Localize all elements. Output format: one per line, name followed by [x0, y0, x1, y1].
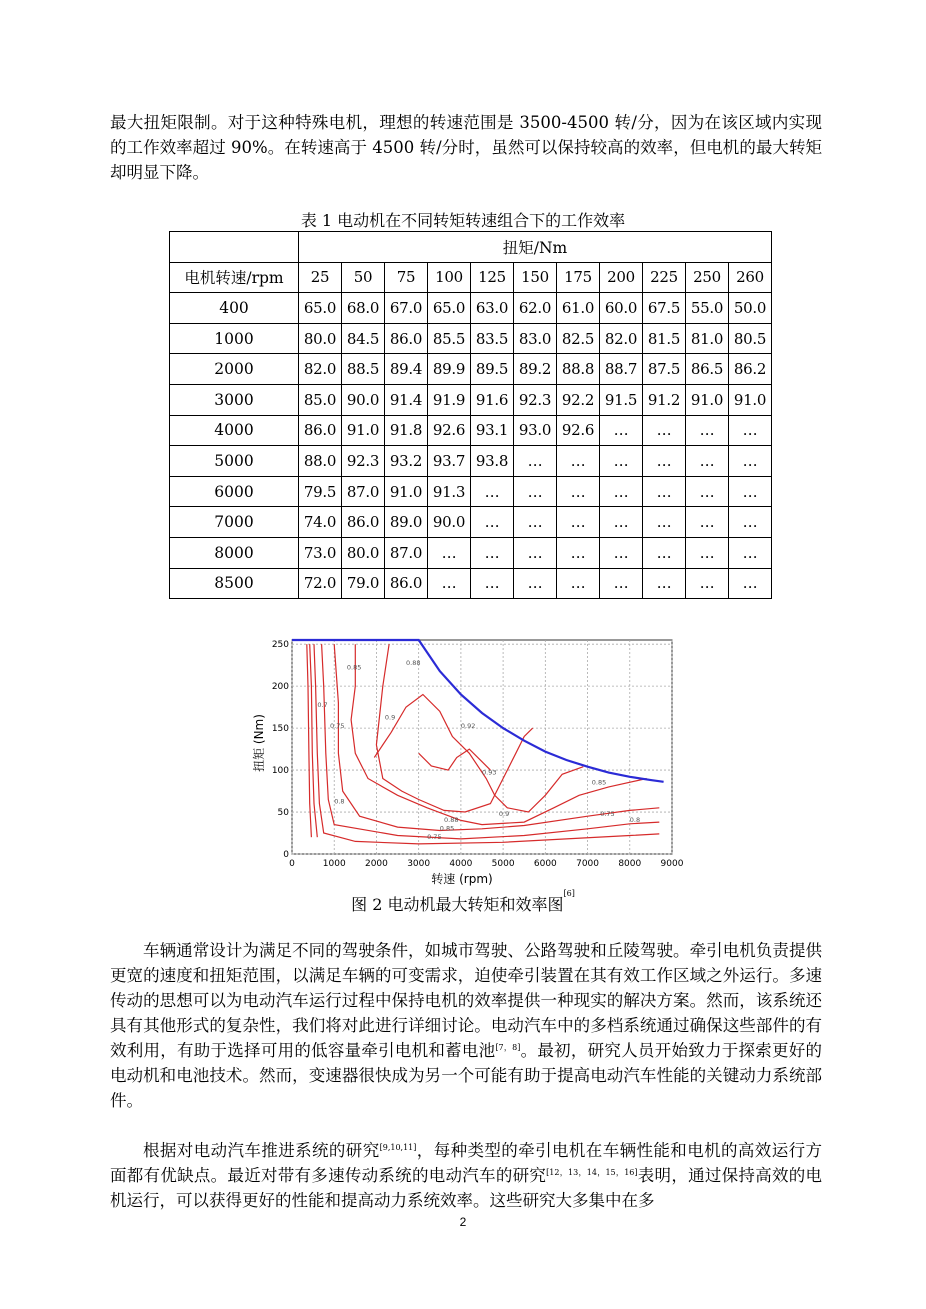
contour-label: 0.9	[384, 713, 396, 722]
efficiency-cell: 50.0	[729, 293, 772, 324]
efficiency-cell: …	[471, 507, 514, 538]
y-axis-label: 扭矩 (Nm)	[252, 714, 266, 772]
efficiency-cell: …	[643, 476, 686, 507]
table-row	[170, 415, 772, 446]
paragraph-2-b: 。最初，研究人员开始致力于探索更好的电动机和电池技术。然而，变速器很快成为另一个可能有助于提高电动汽车性能的关键动力系统部件。	[110, 1041, 823, 1110]
x-tick-label: 6000	[533, 859, 557, 869]
efficiency-cell: 82.5	[557, 323, 600, 354]
efficiency-cell: 93.8	[471, 446, 514, 477]
efficiency-cell: 87.5	[643, 354, 686, 385]
efficiency-cell: 60.0	[600, 293, 643, 324]
efficiency-cell: 79.0	[342, 568, 385, 599]
efficiency-cell: …	[729, 537, 772, 568]
efficiency-cell: 88.7	[600, 354, 643, 385]
x-tick-label: 8000	[618, 859, 642, 869]
x-tick-label: 2000	[364, 859, 388, 869]
contour-label: 0.75	[427, 832, 442, 841]
y-tick-label: 200	[271, 682, 289, 693]
y-tick-label: 0	[283, 850, 289, 860]
torque-column-header: 125	[471, 262, 514, 293]
efficiency-cell: 84.5	[342, 323, 385, 354]
efficiency-cell: 81.5	[643, 323, 686, 354]
speed-cell: 7000	[170, 507, 299, 538]
efficiency-cell: 89.0	[385, 507, 428, 538]
efficiency-cell: 73.0	[299, 537, 342, 568]
efficiency-cell: 74.0	[299, 507, 342, 538]
efficiency-table	[169, 231, 772, 599]
efficiency-cell: 72.0	[299, 568, 342, 599]
efficiency-cell: …	[686, 507, 729, 538]
top-paragraph: 最大扭矩限制。对于这种特殊电机，理想的转速范围是 3500-4500 转/分，因为在该区域内实现的工作效率超过 90%。在转速高于 4500 转/分时，虽然可以保持较高的效率，但电机的最大转矩却明显下降。	[110, 113, 822, 182]
efficiency-cell: 83.0	[514, 323, 557, 354]
torque-column-header: 200	[600, 262, 643, 293]
paragraph-3-a: 根据对电动汽车推进系统的研究	[143, 1141, 380, 1160]
efficiency-cell: 92.2	[557, 384, 600, 415]
efficiency-cell: 92.6	[428, 415, 471, 446]
x-tick-label: 5000	[491, 859, 515, 869]
efficiency-cell: 82.0	[600, 323, 643, 354]
efficiency-cell: 62.0	[514, 293, 557, 324]
efficiency-cell: 92.6	[557, 415, 600, 446]
efficiency-cell: …	[514, 446, 557, 477]
speed-cell: 1000	[170, 323, 299, 354]
x-axis-label: 转速 (rpm)	[431, 872, 493, 886]
efficiency-cell: 90.0	[342, 384, 385, 415]
efficiency-cell: 68.0	[342, 293, 385, 324]
efficiency-cell: 91.0	[385, 476, 428, 507]
efficiency-cell: …	[600, 476, 643, 507]
paragraph-3	[110, 1138, 822, 1213]
efficiency-cell: 91.4	[385, 384, 428, 415]
efficiency-cell: …	[643, 415, 686, 446]
efficiency-cell: …	[557, 446, 600, 477]
speed-cell: 8000	[170, 537, 299, 568]
efficiency-cell: 91.9	[428, 384, 471, 415]
efficiency-cell: …	[600, 568, 643, 599]
citation: [9,10,11]	[379, 1143, 417, 1152]
efficiency-cell: …	[557, 537, 600, 568]
y-tick-label: 50	[277, 808, 289, 819]
table-row	[170, 446, 772, 477]
figure-caption-ref: [6]	[563, 889, 575, 898]
speed-cell: 3000	[170, 384, 299, 415]
efficiency-cell: 61.0	[557, 293, 600, 324]
efficiency-cell: 86.0	[385, 568, 428, 599]
contour-label: 0.85	[439, 824, 455, 833]
efficiency-cell: …	[428, 537, 471, 568]
efficiency-cell: 93.7	[428, 446, 471, 477]
efficiency-cell: …	[643, 446, 686, 477]
contour-label: 0.8	[334, 797, 345, 806]
efficiency-cell: 85.0	[299, 384, 342, 415]
efficiency-cell: 80.0	[299, 323, 342, 354]
figure-caption-text: 图 2 电动机最大转矩和效率图	[351, 895, 564, 914]
efficiency-cell: …	[729, 415, 772, 446]
speed-cell: 2000	[170, 354, 299, 385]
efficiency-cell: 86.5	[686, 354, 729, 385]
contour-label: 0.9	[498, 810, 510, 819]
efficiency-cell: 93.1	[471, 415, 514, 446]
efficiency-cell: …	[600, 537, 643, 568]
efficiency-cell: …	[557, 507, 600, 538]
efficiency-cell: …	[686, 476, 729, 507]
torque-column-header: 100	[428, 262, 471, 293]
efficiency-cell: …	[643, 507, 686, 538]
table-header-row-2	[170, 262, 772, 293]
efficiency-cell: 90.0	[428, 507, 471, 538]
table-header-row-1	[170, 232, 772, 263]
page-number: 2	[459, 1215, 467, 1229]
efficiency-cell: 81.0	[686, 323, 729, 354]
efficiency-cell: …	[600, 446, 643, 477]
y-tick-label: 250	[271, 640, 289, 651]
speed-cell: 4000	[170, 415, 299, 446]
efficiency-cell: 85.5	[428, 323, 471, 354]
efficiency-cell: 63.0	[471, 293, 514, 324]
contour-label: 0.85	[591, 778, 607, 787]
efficiency-cell: 65.0	[428, 293, 471, 324]
efficiency-cell: …	[471, 476, 514, 507]
table-row	[170, 568, 772, 599]
efficiency-cell: …	[471, 568, 514, 599]
plot-frame	[292, 640, 672, 854]
contour-label: 0.7	[317, 701, 328, 710]
speed-cell: 8500	[170, 568, 299, 599]
efficiency-cell: …	[686, 415, 729, 446]
efficiency-cell: …	[686, 537, 729, 568]
torque-column-header: 150	[514, 262, 557, 293]
efficiency-cell: …	[729, 507, 772, 538]
efficiency-cell: 91.0	[686, 384, 729, 415]
table-row	[170, 384, 772, 415]
efficiency-cell: …	[729, 476, 772, 507]
x-tick-label: 0	[289, 859, 295, 869]
efficiency-cell: 86.2	[729, 354, 772, 385]
efficiency-cell: …	[557, 476, 600, 507]
torque-column-header: 225	[643, 262, 686, 293]
efficiency-cell: 93.2	[385, 446, 428, 477]
efficiency-cell: …	[729, 568, 772, 599]
contour-label: 0.88	[444, 816, 459, 825]
table-row	[170, 323, 772, 354]
speed-cell: 5000	[170, 446, 299, 477]
x-tick-label: 1000	[322, 859, 346, 869]
efficiency-cell: 86.0	[342, 507, 385, 538]
efficiency-cell: 65.0	[299, 293, 342, 324]
x-tick-label: 7000	[576, 859, 600, 869]
torque-column-header: 50	[342, 262, 385, 293]
figure-caption	[0, 889, 926, 915]
efficiency-cell: 79.5	[299, 476, 342, 507]
torque-group-header: 扭矩/Nm	[299, 232, 772, 263]
efficiency-cell: …	[428, 568, 471, 599]
efficiency-cell: 67.5	[643, 293, 686, 324]
efficiency-cell: 87.0	[342, 476, 385, 507]
efficiency-cell: 91.5	[600, 384, 643, 415]
contour-label: 0.75	[330, 722, 345, 731]
citation: [7，8]	[495, 1043, 521, 1052]
table-row	[170, 476, 772, 507]
contour-label: 0.75	[600, 810, 615, 819]
efficiency-cell: …	[514, 537, 557, 568]
torque-column-header: 175	[557, 262, 600, 293]
contour-label: 0.8	[629, 816, 641, 825]
speed-cell: 400	[170, 293, 299, 324]
paragraph-3-c: 表明，通过保持高效的电机运行，可以获得更好的性能和提高动力系统效率。这些研究大多集中在多	[110, 1166, 823, 1210]
paragraph-3-b: ，每种类型的牵引电机在车辆性能和电机的高效运行方面都有优缺点。最近对带有多速传动系统的电动汽车的研究	[110, 1141, 823, 1185]
efficiency-cell: 93.0	[514, 415, 557, 446]
speed-header: 电机转速/rpm	[170, 262, 299, 293]
efficiency-cell: 91.0	[342, 415, 385, 446]
efficiency-cell: …	[600, 507, 643, 538]
efficiency-cell: …	[600, 415, 643, 446]
torque-column-header: 250	[686, 262, 729, 293]
efficiency-cell: …	[557, 568, 600, 599]
efficiency-cell: …	[643, 537, 686, 568]
efficiency-cell: 80.5	[729, 323, 772, 354]
efficiency-cell: 88.5	[342, 354, 385, 385]
paragraph-2-a: 车辆通常设计为满足不同的驾驶条件，如城市驾驶、公路驾驶和丘陵驾驶。牵引电机负责提供更宽的速度和扭矩范围，以满足车辆的可变需求，迫使牵引装置在其有效工作区域之外运行。多速传动的思想可以为电动汽车运行过程中保持电机的效率提供一种现实的解决方案。然而，该系统还具有其他形式的复杂性，我们将对此进行详细讨论。电动汽车中的多档系统通过确保这些部件的有效利用，有助于选择可用的低容量牵引电机和蓄电池	[110, 941, 822, 1060]
contour-label: 0.88	[406, 659, 421, 668]
efficiency-cell: …	[729, 446, 772, 477]
citation: [12，13，14，15，16]	[546, 1168, 638, 1177]
efficiency-cell: 87.0	[385, 537, 428, 568]
efficiency-cell: 89.2	[514, 354, 557, 385]
efficiency-cell: 88.0	[299, 446, 342, 477]
efficiency-cell: 86.0	[385, 323, 428, 354]
efficiency-cell: 91.6	[471, 384, 514, 415]
efficiency-map-figure	[250, 628, 690, 888]
efficiency-cell: 83.5	[471, 323, 514, 354]
y-tick-label: 150	[271, 724, 289, 735]
contour-label: 0.85	[346, 663, 362, 672]
torque-column-header: 25	[299, 262, 342, 293]
efficiency-cell: …	[514, 507, 557, 538]
efficiency-cell: 67.0	[385, 293, 428, 324]
y-tick-label: 100	[271, 766, 289, 777]
table-row	[170, 293, 772, 324]
efficiency-cell: 92.3	[342, 446, 385, 477]
efficiency-cell: …	[686, 568, 729, 599]
contour-label: 0.93	[482, 768, 497, 777]
efficiency-cell: 89.5	[471, 354, 514, 385]
efficiency-cell: …	[514, 476, 557, 507]
paragraph-2	[110, 938, 822, 1113]
table-row	[170, 354, 772, 385]
efficiency-cell: 89.4	[385, 354, 428, 385]
table-corner-cell	[170, 232, 299, 263]
x-tick-label: 9000	[660, 859, 684, 869]
x-tick-label: 3000	[407, 859, 431, 869]
efficiency-cell: 89.9	[428, 354, 471, 385]
efficiency-cell: 91.8	[385, 415, 428, 446]
efficiency-cell: 92.3	[514, 384, 557, 415]
speed-cell: 6000	[170, 476, 299, 507]
efficiency-cell: 91.3	[428, 476, 471, 507]
efficiency-cell: 82.0	[299, 354, 342, 385]
torque-column-header: 75	[385, 262, 428, 293]
efficiency-cell: 55.0	[686, 293, 729, 324]
efficiency-cell: 88.8	[557, 354, 600, 385]
efficiency-cell: 86.0	[299, 415, 342, 446]
efficiency-cell: …	[471, 537, 514, 568]
efficiency-cell: 91.0	[729, 384, 772, 415]
torque-column-header: 260	[729, 262, 772, 293]
table-row	[170, 507, 772, 538]
efficiency-cell: 91.2	[643, 384, 686, 415]
efficiency-cell: …	[514, 568, 557, 599]
contour-label: 0.92	[460, 722, 476, 731]
efficiency-cell: 80.0	[342, 537, 385, 568]
table-row	[170, 537, 772, 568]
efficiency-cell: …	[643, 568, 686, 599]
table-caption: 表 1 电动机在不同转矩转速组合下的工作效率	[300, 211, 626, 230]
x-tick-label: 4000	[449, 859, 473, 869]
efficiency-cell: …	[686, 446, 729, 477]
